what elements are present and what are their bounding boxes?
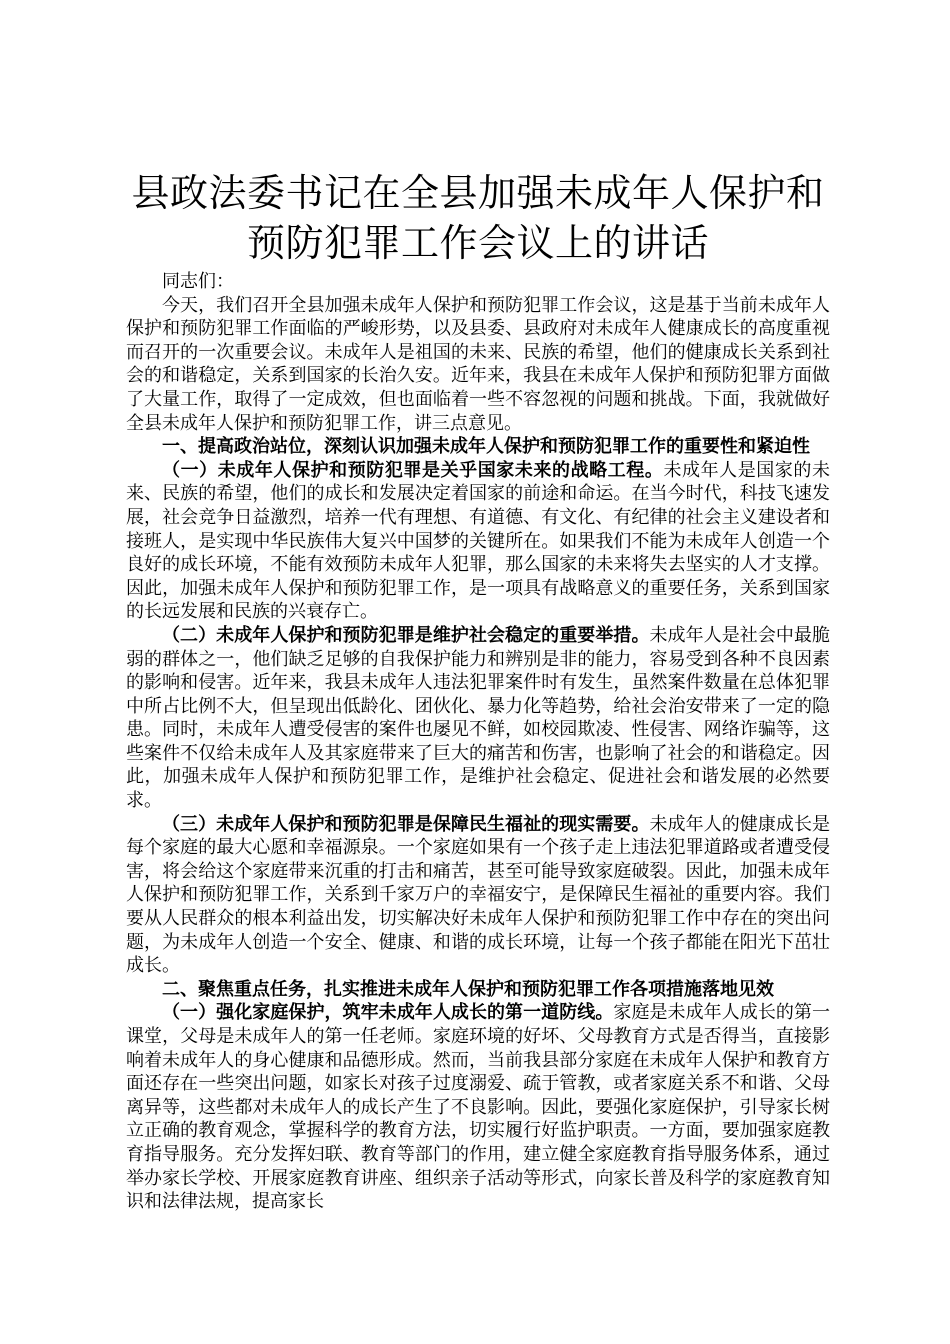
paragraph xyxy=(126,1001,830,1213)
section-heading-2: 二、聚焦重点任务，扎实推进未成年人保护和预防犯罪工作各项措施落地见效 xyxy=(162,978,774,1000)
document-page xyxy=(126,168,830,1214)
paragraph-text: 未成年人的健康成长是每个家庭的最大心愿和幸福源泉。一个家庭如果有一个孩子走上违法犯罪道路或者遭受侵害，将会给这个家庭带来沉重的打击和痛苦，甚至可能导致家庭破裂。因此，加强未成年人保护和预防犯罪工作，关系到千家万户的幸福安宁，是保障民生福祉的重要内容。我们要从人民群众的根本利益出发，切实解决好未成年人保护和预防犯罪工作中存在的突出问题，为未成年人创造一个安全、健康、和谐的成长环境，让每一个孩子都能在阳光下茁壮成长。 xyxy=(126,813,830,977)
greeting: 同志们： xyxy=(162,271,234,292)
paragraph-lead: （一）未成年人保护和预防犯罪是关乎国家未来的战略工程。 xyxy=(162,459,664,481)
document-body xyxy=(126,270,830,1214)
paragraph xyxy=(126,813,830,978)
paragraph-text: 未成年人是社会中最脆弱的群体之一，他们缺乏足够的自我保护能力和辨别是非的能力，容易受到各种不良因素的影响和侵害。近年来，我县未成年人违法犯罪案件时有发生，虽然案件数量在总体犯罪中所占比例不大，但呈现出低龄化、团伙化、暴力化等趋势，给社会治安带来了一定的隐患。同时，未成年人遭受侵害的案件也屡见不鲜，如校园欺凌、性侵害、网络诈骗等，这些案件不仅给未成年人及其家庭带来了巨大的痛苦和伤害，也影响了社会的和谐稳定。因此，加强未成年人保护和预防犯罪工作，是维护社会稳定、促进社会和谐发展的必然要求。 xyxy=(126,624,830,812)
paragraph-lead: （一）强化家庭保护，筑牢未成年人成长的第一道防线。 xyxy=(162,1002,614,1024)
section-heading-1: 一、提高政治站位，深刻认识加强未成年人保护和预防犯罪工作的重要性和紧迫性 xyxy=(162,436,810,458)
paragraph-lead: （三）未成年人保护和预防犯罪是保障民生福祉的现实需要。 xyxy=(162,813,650,835)
document-title: 县政法委书记在全县加强未成年人保护和预防犯罪工作会议上的讲话 xyxy=(131,171,825,265)
paragraph xyxy=(126,459,830,624)
paragraph-lead: （二）未成年人保护和预防犯罪是维护社会稳定的重要举措。 xyxy=(162,624,650,646)
paragraph xyxy=(126,624,830,813)
paragraph-text: 家庭是未成年人成长的第一课堂，父母是未成年人的第一任老师。家庭环境的好坏、父母教育方式是否得当，直接影响着未成年人的身心健康和品德形成。然而，当前我县部分家庭在未成年人保护和教育方面还存在一些突出问题，如家长对孩子过度溺爱、疏于管教，或者家庭关系不和谐、父母离异等，这些都对未成年人的成长产生了不良影响。因此，要强化家庭保护，引导家长树立正确的教育观念，掌握科学的教育方法，切实履行好监护职责。一方面，要加强家庭教育指导服务。充分发挥妇联、教育等部门的作用，建立健全家庭教育指导服务体系，通过举办家长学校、开展家庭教育讲座、组织亲子活动等形式，向家长普及科学的家庭教育知识和法律法规，提高家长 xyxy=(126,1002,831,1213)
intro-paragraph: 今天，我们召开全县加强未成年人保护和预防犯罪工作会议，这是基于当前未成年人保护和预防犯罪工作面临的严峻形势，以及县委、县政府对未成年人健康成长的高度重视而召开的一次重要会议。未成年人是祖国的未来、民族的希望，他们的健康成长关系到社会的和谐稳定，关系到国家的长治久安。近年来，我县在未成年人保护和预防犯罪方面做了大量工作，取得了一定成效，但也面临着一些不容忽视的问题和挑战。下面，我就做好全县未成年人保护和预防犯罪工作，讲三点意见。 xyxy=(126,294,830,434)
paragraph-text: 未成年人是国家的未来、民族的希望，他们的成长和发展决定着国家的前途和命运。在当今时代，科技飞速发展，社会竞争日益激烈，培养一代有理想、有道德、有文化、有纪律的社会主义建设者和接班人，是实现中华民族伟大复兴中国梦的关键所在。如果我们不能为未成年人创造一个良好的成长环境，不能有效预防未成年人犯罪，那么国家的未来将失去坚实的人才支撑。因此，加强未成年人保护和预防犯罪工作，是一项具有战略意义的重要任务，关系到国家的长远发展和民族的兴衰存亡。 xyxy=(126,459,831,623)
